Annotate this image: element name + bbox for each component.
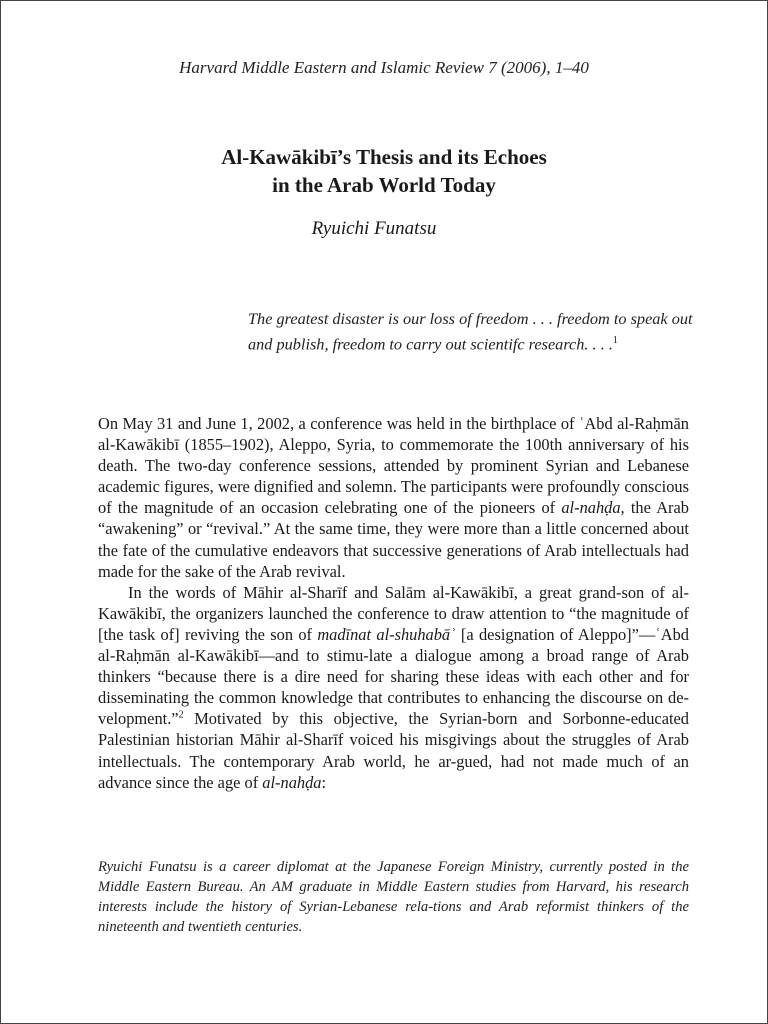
author-name: Ryuichi Funatsu [311, 218, 437, 239]
title-line-2: in the Arab World Today [272, 173, 496, 197]
footnote-ref-2: 2 [178, 709, 184, 721]
paragraph-1-text: On May 31 and June 1, 2002, a conference was held in the birthplace of ʿAbd al-Raḥmān al-Kawākibī (1855–1902), Aleppo, Syria, to commemorate the 100th anniversary of his death. The two-day conference sessions, attended by prominent Syrian and Lebanese academic figures, were dignified and solemn. The participants were profoundly conscious of the magnitude of an occasion celebrating one of the pioneers of [98, 414, 689, 518]
paragraph-2-text-b: [a designation of Aleppo]”—ʿAbd al-Raḥmān al-Kawākibī—and to stimu-late a dialogue among a broad range of Arab thinkers “because there is a dire need for sharing these ideas with each other and for disseminating the common knowledge that contributes to enhancing the discourse on de-velopment.” [98, 624, 689, 729]
paragraph-2-text-a: In the words of Māhir al-Sharīf and Salām al-Kawākibī, a great grand-son of al-Kawākibī, the organizers launched the conference to draw attention to “the magnitude of [the task of] reviving the son of [98, 582, 689, 644]
article-title [0, 143, 768, 199]
paragraph-1 [98, 413, 689, 582]
paragraph-2-text-c: Motivated by this objective, the Syrian-born and Sorbonne-educated Palestinian historian Māhir al-Sharīf voiced his misgivings about the struggles of Arab intellectuals. The contemporary Arab world, he ar-gued, had not made much of an advance since the age of [98, 709, 689, 792]
paragraph-1-end: , the Arab “awakening” or “revival.” At the same time, they were more than a little concerned about the fate of the cumulative endeavors that successive generations of Arab intellectuals had made for the sake of the Arab revival. [98, 498, 689, 581]
epigraph-text: The greatest disaster is our loss of freedom . . . freedom to speak out and publish, freedom to carry out scientifc research. . . . [248, 309, 693, 354]
footnote-ref-1: 1 [612, 335, 618, 346]
author-footnote: Ryuichi Funatsu is a career diplomat at the Japanese Foreign Ministry, currently posted in the Middle Eastern Bureau. An AM graduate in Middle Eastern studies from Harvard, his research interests include the history of Syrian-Lebanese rela-tions and Arab reformist thinkers of the nineteenth and twentieth centuries. [98, 859, 689, 935]
paragraph-1-italic: al-nahḍa [561, 498, 621, 518]
paragraph-2-italic-end: al-nahḍa [262, 772, 322, 792]
paragraph-2 [98, 582, 689, 793]
title-line-1: Al-Kawākibī’s Thesis and its Echoes [221, 145, 547, 169]
epigraph [248, 308, 693, 355]
body-text [98, 413, 689, 793]
paragraph-2-italic: madīnat al-shuhabāʾ [317, 624, 456, 644]
paragraph-2-end: : [321, 772, 327, 792]
running-head: Harvard Middle Eastern and Islamic Review 7 (2006), 1–40 [179, 58, 589, 77]
